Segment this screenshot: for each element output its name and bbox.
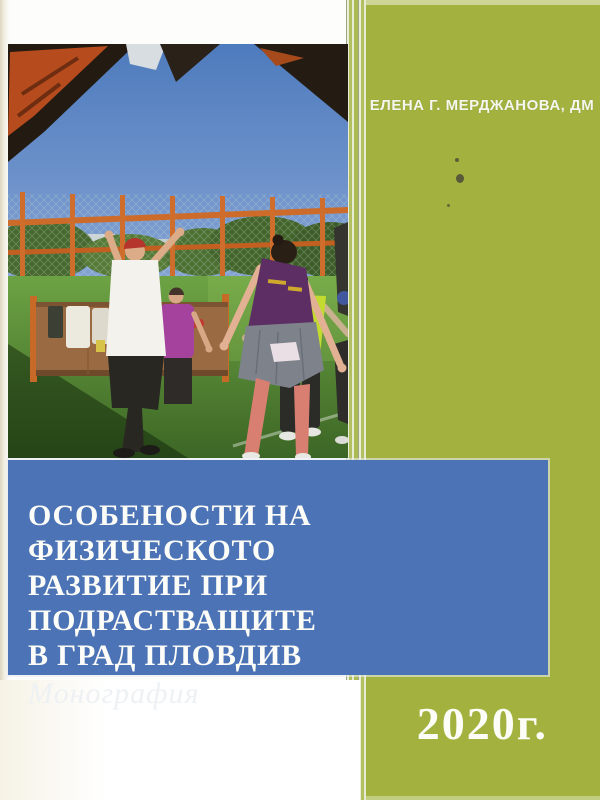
title-banner	[8, 460, 548, 710]
publication-year: 2020г.	[416, 698, 548, 749]
scan-speck	[447, 204, 450, 207]
title-line-1: ОСОБЕНОСТИ НА ФИЗИЧЕСКОТО	[28, 499, 312, 567]
title-line-3: В ГРАД ПЛОВДИВ	[28, 639, 302, 672]
cover-photo-illustration	[8, 44, 348, 458]
scan-speck	[456, 174, 464, 183]
title-line-2: РАЗВИТИЕ ПРИ ПОДРАСТВАЩИТЕ	[28, 569, 317, 637]
cover-photo	[8, 44, 348, 458]
author-name: ЕЛЕНА Г. МЕРДЖАНОВА, ДМ	[369, 97, 595, 114]
scan-speck	[455, 158, 459, 162]
book-title	[28, 498, 530, 673]
book-subtitle: Монография	[28, 677, 200, 710]
